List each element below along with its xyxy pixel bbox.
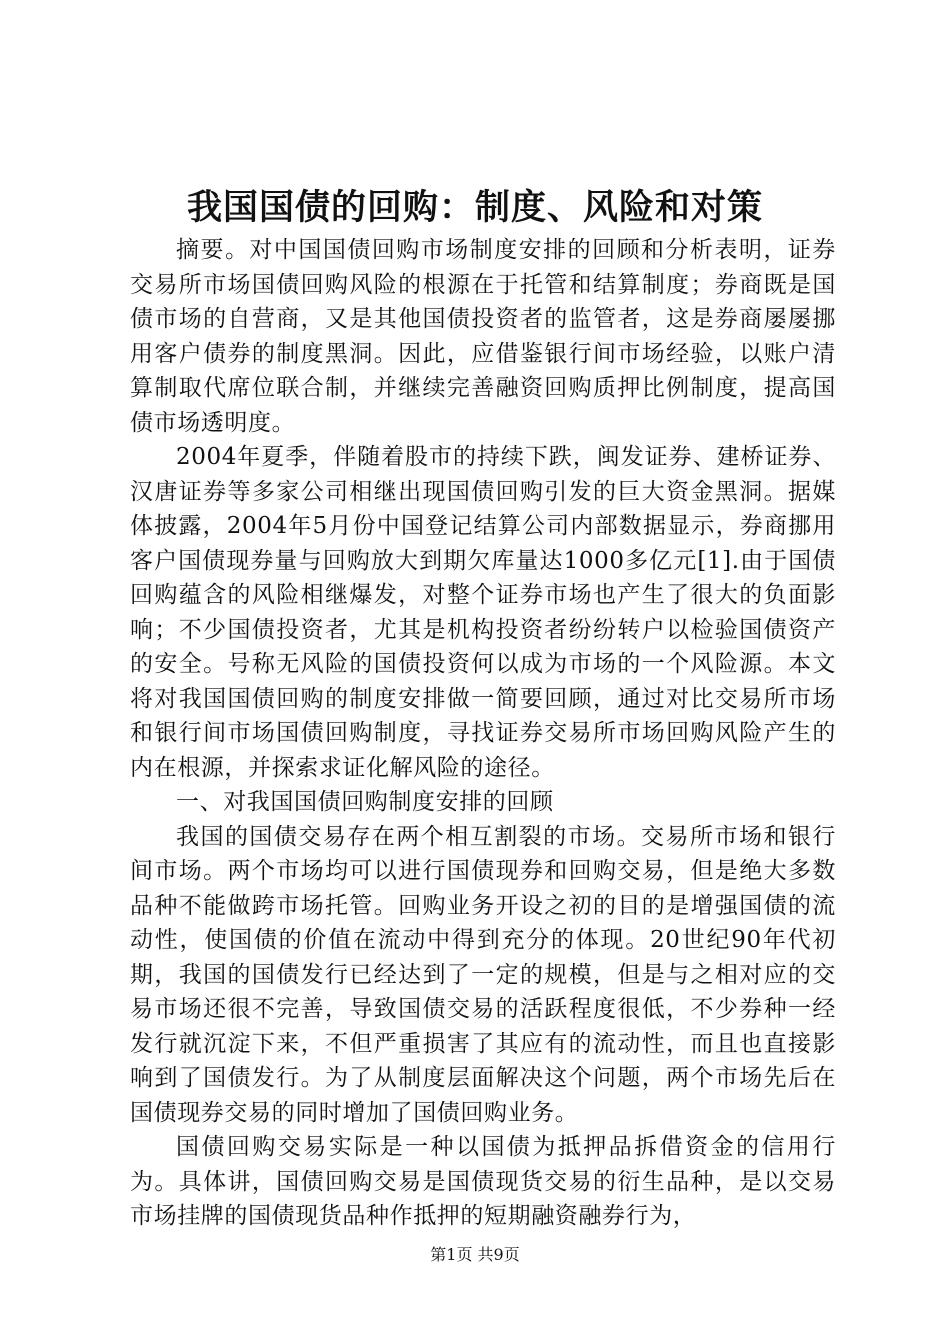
document-body bbox=[130, 233, 836, 1234]
intro-paragraph: 2004年夏季，伴随着股市的持续下跌，闽发证券、建桥证券、汉唐证券等多家公司相继出现国债回购引发的巨大资金黑洞。据媒体披露，2004年5月份中国登记结算公司内部数据显示，券商挪用客户国债现券量与回购放大到期欠库量达1000多亿元[1].由于国债回购蕴含的风险相继爆发，对整个证券市场也产生了很大的负面影响；不少国债投资者，尤其是机构投资者纷纷转户以检验国债资产的安全。号称无风险的国债投资何以成为市场的一个风险源。本文将对我国国债回购的制度安排做一简要回顾，通过对比交易所市场和银行间市场国债回购制度，寻找证券交易所市场回购风险产生的内在根源，并探索求证化解风险的途径。 bbox=[130, 444, 836, 781]
section-paragraph: 国债回购交易实际是一种以国债为抵押品拆借资金的信用行为。具体讲，国债回购交易是国债现货交易的衍生品种，是以交易市场挂牌的国债现货品种作抵押的短期融资融券行为， bbox=[130, 1134, 836, 1229]
page-number-indicator: 第1页 共9页 bbox=[430, 1245, 520, 1264]
section-paragraph: 我国的国债交易存在两个相互割裂的市场。交易所市场和银行间市场。两个市场均可以进行国债现券和回购交易，但是绝大多数品种不能做跨市场托管。回购业务开设之初的目的是增强国债的流动性，使国债的价值在流动中得到充分的体现。20世纪90年代初期，我国的国债发行已经达到了一定的规模，但是与之相对应的交易市场还很不完善，导致国债交易的活跃程度很低，不少券种一经发行就沉淀下来，不但严重损害了其应有的流动性，而且也直接影响到了国债发行。为了从制度层面解决这个问题，两个市场先后在国债现券交易的同时增加了国债回购业务。 bbox=[130, 823, 836, 1126]
abstract-paragraph: 摘要。对中国国债回购市场制度安排的回顾和分析表明，证券交易所市场国债回购风险的根源在于托管和结算制度；券商既是国债市场的自营商，又是其他国债投资者的监管者，这是券商屡屡挪用客户债券的制度黑洞。因此，应借鉴银行间市场经验，以账户清算制取代席位联合制，并继续完善融资回购质押比例制度，提高国债市场透明度。 bbox=[130, 237, 836, 436]
page-footer bbox=[0, 1243, 950, 1267]
document-title: 我国国债的回购：制度、风险和对策 bbox=[186, 187, 763, 228]
section-heading: 一、对我国国债回购制度安排的回顾 bbox=[176, 789, 554, 815]
